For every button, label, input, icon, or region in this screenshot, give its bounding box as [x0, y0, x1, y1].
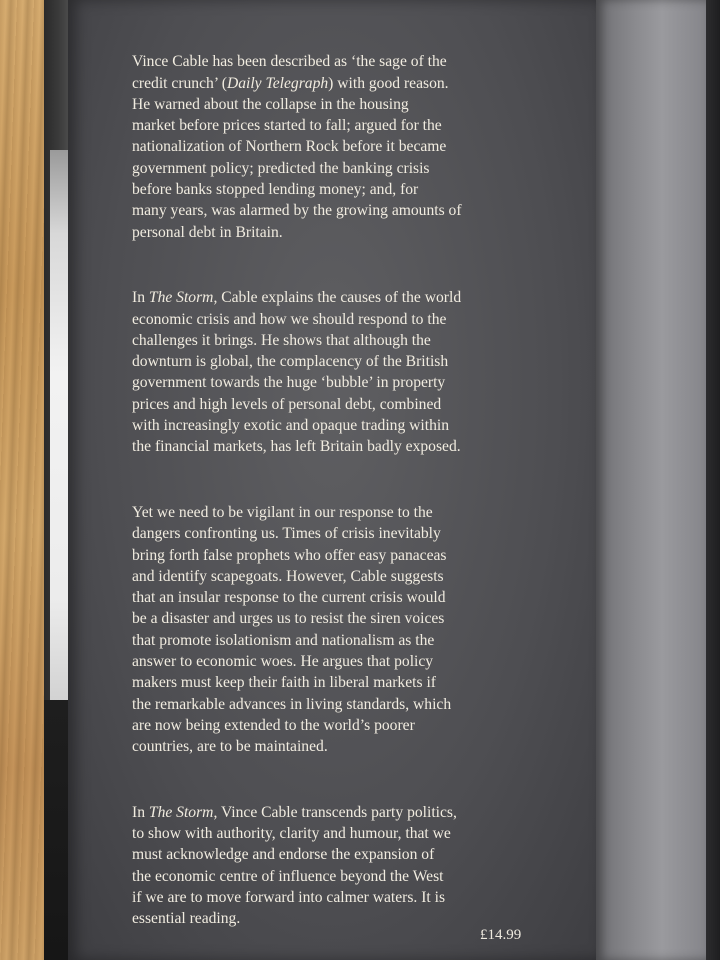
- blurb-paragraph-2: [132, 266, 552, 458]
- blurb-text-italic: Daily Telegraph: [226, 74, 329, 92]
- blurb-text: , Vince Cable transcends party politics, to show with authority, clarity and humour, that we must acknowledge and endorse the expansion of the economic centre of influence beyond the West if we are to move forward into calmer waters. It is essential reading.: [132, 803, 457, 928]
- blurb-text: , Cable explains the causes of the world economic crisis and how we should respond to the challenges it brings. He shows that although the downturn is global, the complacency of the British government towards the huge ‘bubble’ in property prices and high levels of personal debt, combined with increasingly exotic and opaque trading within the financial markets, has left Britain badly exposed.: [132, 289, 462, 456]
- blurb-text: Vince Cable has been described as ‘the sage of the credit crunch’ (: [132, 53, 447, 92]
- price-label: £14.99: [480, 927, 522, 943]
- book-spine: [596, 0, 706, 960]
- background-edge: [706, 0, 720, 960]
- blurb-paragraph-1: [132, 30, 552, 243]
- blurb-text: Yet we need to be vigilant in our response to the dangers confronting us. Times of crisis inevitably bring forth false prophets who offer easy panaceas and identify scapegoats. However, Cable suggests that an insular response to the current crisis would be a disaster and urges us to resist the siren voices that promote isolationism and nationalism as the answer to economic woes. He argues that policy makers must keep their faith in liberal markets if the remarkable advances in living standards, which are now being extended to the world’s poorer countries, are to be maintained.: [132, 503, 452, 756]
- blurb-paragraph-3: [132, 481, 552, 758]
- blurb-text-italic: The Storm: [148, 803, 214, 821]
- blurb-text: In: [132, 289, 149, 307]
- cover-blurb: [132, 30, 552, 953]
- blurb-paragraph-4: [132, 781, 552, 930]
- blurb-text-italic: The Storm: [148, 289, 214, 307]
- blurb-text: In: [132, 803, 149, 821]
- blurb-text: ) with good reason. He warned about the collapse in the housing market before prices started to fall; argued for the nationalization of Northern Rock before it became government policy; predicted the banking crisis before banks stopped lending money; and, for many years, was alarmed by the growing amounts of personal debt in Britain.: [132, 74, 462, 241]
